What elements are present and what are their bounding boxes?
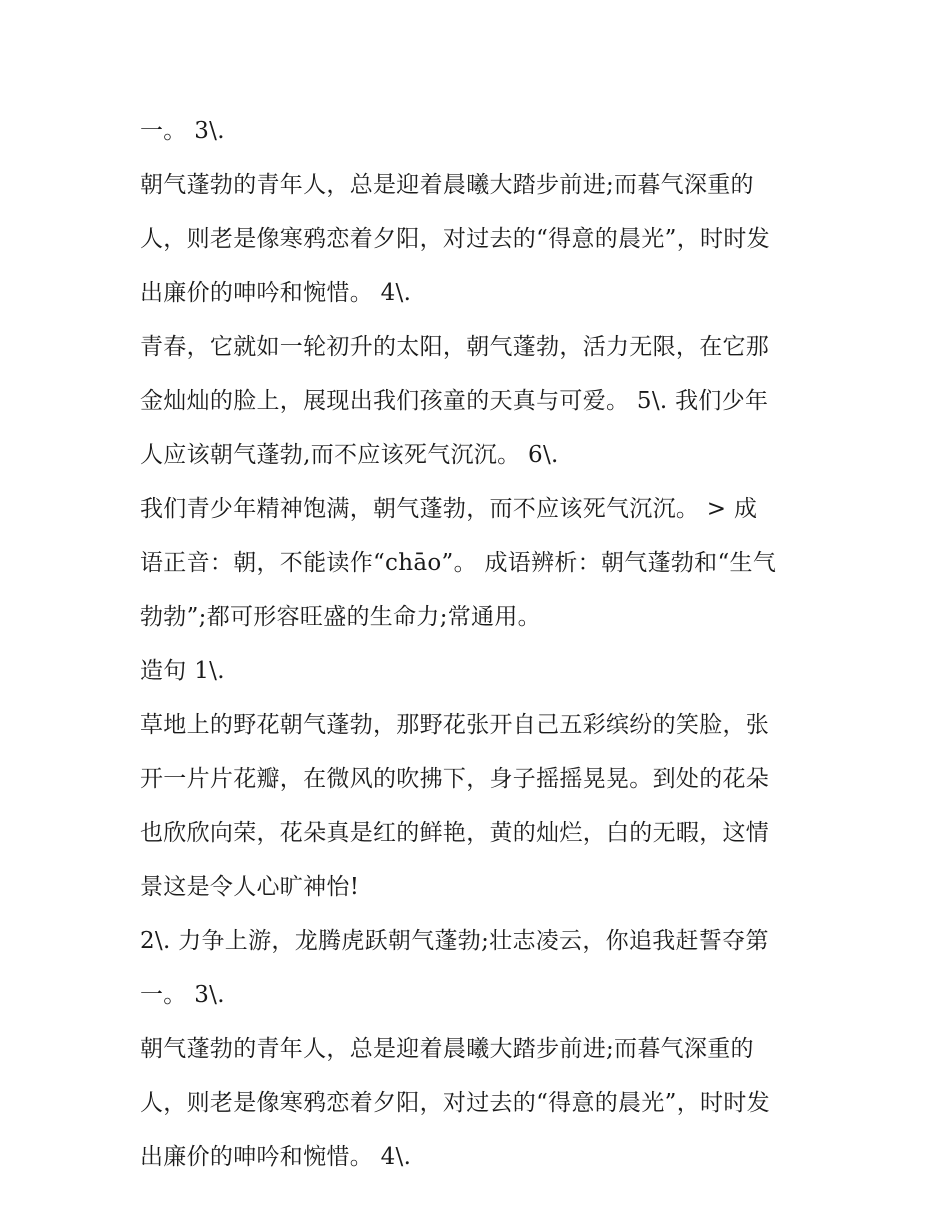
text-line: 一。 3\. <box>140 118 225 144</box>
text-line: 勃勃”;都可形容旺盛的生命力;常通用。 <box>140 604 541 630</box>
text-line: 出廉价的呻吟和惋惜。 4\. <box>140 1144 412 1170</box>
text-line: 景这是令人心旷神怡! <box>140 874 360 900</box>
text-line: 语正音：朝，不能读作“chāo”。 成语辨析：朝气蓬勃和“生气 <box>140 550 777 576</box>
text-line: 金灿灿的脸上，展现出我们孩童的天真与可爱。 5\. 我们少年 <box>140 388 769 414</box>
text-line: 造句 1\. <box>140 658 225 684</box>
text-line: 草地上的野花朝气蓬勃，那野花张开自己五彩缤纷的笑脸，张 <box>140 712 770 738</box>
text-line: 朝气蓬勃的青年人，总是迎着晨曦大踏步前进;而暮气深重的 <box>140 1036 754 1062</box>
text-line: 人应该朝气蓬勃,而不应该死气沉沉。 6\. <box>140 442 559 468</box>
text-line: 出廉价的呻吟和惋惜。 4\. <box>140 280 412 306</box>
document-body <box>140 110 830 1190</box>
text-line: 人，则老是像寒鸦恋着夕阳，对过去的“得意的晨光”，时时发 <box>140 1090 770 1116</box>
text-line: 也欣欣向荣，花朵真是红的鲜艳，黄的灿烂，白的无暇，这情 <box>140 820 770 846</box>
text-line: 青春，它就如一轮初升的太阳，朝气蓬勃，活力无限，在它那 <box>140 334 770 360</box>
text-line: 人，则老是像寒鸦恋着夕阳，对过去的“得意的晨光”，时时发 <box>140 226 770 252</box>
text-line: 一。 3\. <box>140 982 225 1008</box>
text-line: 我们青少年精神饱满，朝气蓬勃，而不应该死气沉沉。 > 成 <box>140 496 758 522</box>
text-line: 开一片片花瓣，在微风的吹拂下，身子摇摇晃晃。到处的花朵 <box>140 766 770 792</box>
text-line: 朝气蓬勃的青年人，总是迎着晨曦大踏步前进;而暮气深重的 <box>140 172 754 198</box>
text-line: 2\. 力争上游，龙腾虎跃朝气蓬勃;壮志凌云，你追我赶誓夺第 <box>140 928 769 954</box>
